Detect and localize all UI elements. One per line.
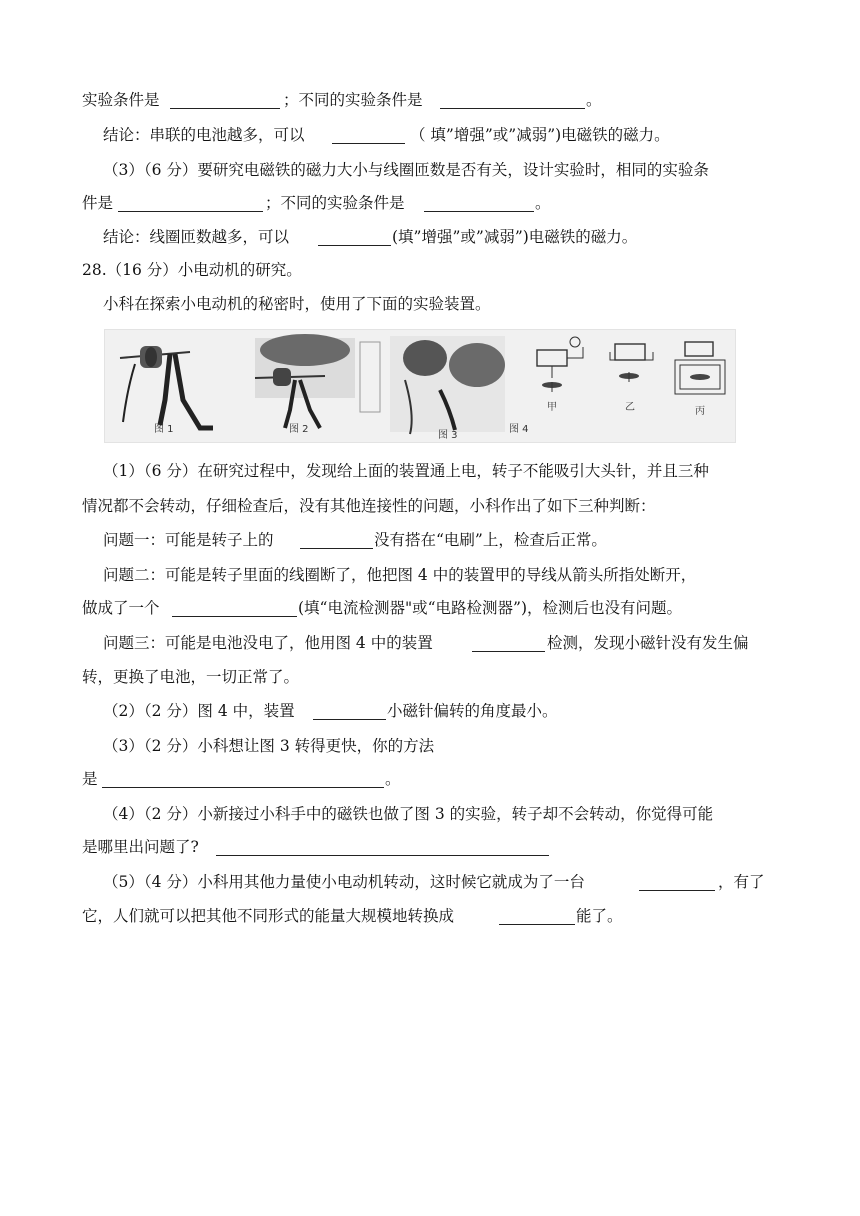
text: 情况都不会转动，仔细检查后，没有其他连接性的问题，小科作出了如下三种判断： [82, 497, 656, 515]
text: 。 [586, 91, 602, 109]
figure-caption: 图 2 [289, 424, 309, 435]
figure-caption: 图 3 [438, 430, 458, 441]
device-label: 乙 [625, 402, 635, 413]
device-label: 甲 [547, 402, 557, 413]
answer-blank[interactable] [313, 702, 386, 720]
text: ；不同的实验条件是 [283, 91, 423, 109]
text: 结论：线圈匝数越多，可以 [103, 228, 290, 246]
figure-caption: 图 4 [509, 424, 529, 435]
text: ；不同的实验条件是 [265, 194, 405, 212]
text: （4）（2 分）小新接过小科手中的磁铁也做了图 3 的实验，转子却不会转动，你觉得可能 [103, 805, 714, 823]
text: （3）（2 分）小科想让图 3 转得更快，你的方法 [103, 737, 435, 755]
text: 能了。 [576, 907, 623, 925]
text: 实验条件是 [82, 91, 160, 109]
text: 问题三：可能是电池没电了，他用图 4 中的装置 [103, 634, 433, 652]
text: 是哪里出问题了? [82, 838, 199, 856]
text: 它，人们就可以把其他不同形式的能量大规模地转换成 [82, 907, 455, 925]
text: 。 [535, 194, 551, 212]
figure-4-devices [537, 337, 725, 394]
figure-2-motor-with-hand [255, 334, 380, 428]
figure-3-magnet-rotor [390, 336, 505, 434]
answer-blank[interactable] [332, 126, 405, 144]
figure-caption: 图 1 [154, 424, 174, 435]
text: 转，更换了电池，一切正常了。 [82, 668, 300, 686]
text: 结论：串联的电池越多，可以 [103, 126, 305, 144]
figure-1-motor [120, 346, 213, 428]
text: （3）（6 分）要研究电磁铁的磁力大小与线圈匝数是否有关，设计实验时，相同的实验条 [103, 161, 709, 179]
text: 小磁针偏转的角度最小。 [387, 702, 558, 720]
answer-blank[interactable] [170, 91, 280, 109]
text: 检测，发现小磁针没有发生偏 [547, 634, 749, 652]
answer-blank[interactable] [424, 194, 534, 212]
figure-illustration [105, 330, 735, 442]
experiment-figure [104, 329, 736, 443]
answer-blank[interactable] [499, 907, 575, 925]
answer-blank[interactable] [472, 634, 545, 652]
answer-blank[interactable] [118, 194, 263, 212]
answer-blank[interactable] [172, 599, 297, 617]
text: (填“电流检测器"或“电路检测器”)，检测后也没有问题。 [298, 599, 682, 617]
answer-blank[interactable] [216, 838, 549, 856]
text: 是 [82, 770, 98, 788]
text: （1）（6 分）在研究过程中，发现给上面的装置通上电，转子不能吸引大头针，并且三种 [103, 462, 709, 480]
text: 没有搭在“电刷”上，检查后正常。 [374, 531, 607, 549]
answer-blank[interactable] [318, 228, 391, 246]
answer-blank[interactable] [300, 531, 373, 549]
text: 件是 [82, 194, 114, 212]
text: （5）（4 分）小科用其他力量使小电动机转动，这时候它就成为了一台 [103, 873, 585, 891]
device-label: 丙 [695, 406, 705, 417]
text: 。 [385, 770, 401, 788]
text: (填”增强”或”减弱”)电磁铁的磁力。 [392, 228, 638, 246]
text: 28.（16 分）小电动机的研究。 [82, 261, 302, 279]
answer-blank[interactable] [102, 770, 384, 788]
answer-blank[interactable] [440, 91, 585, 109]
text: （ 填”增强”或”减弱”)电磁铁的磁力。 [410, 126, 670, 144]
text: 问题一：可能是转子上的 [103, 531, 274, 549]
text: ，有了 [718, 873, 765, 891]
text: 做成了一个 [82, 599, 160, 617]
text: 小科在探索小电动机的秘密时，使用了下面的实验装置。 [103, 295, 491, 313]
text: 问题二：可能是转子里面的线圈断了，他把图 4 中的装置甲的导线从箭头所指处断开， [103, 566, 697, 584]
answer-blank[interactable] [639, 873, 715, 891]
text: （2）（2 分）图 4 中，装置 [103, 702, 295, 720]
